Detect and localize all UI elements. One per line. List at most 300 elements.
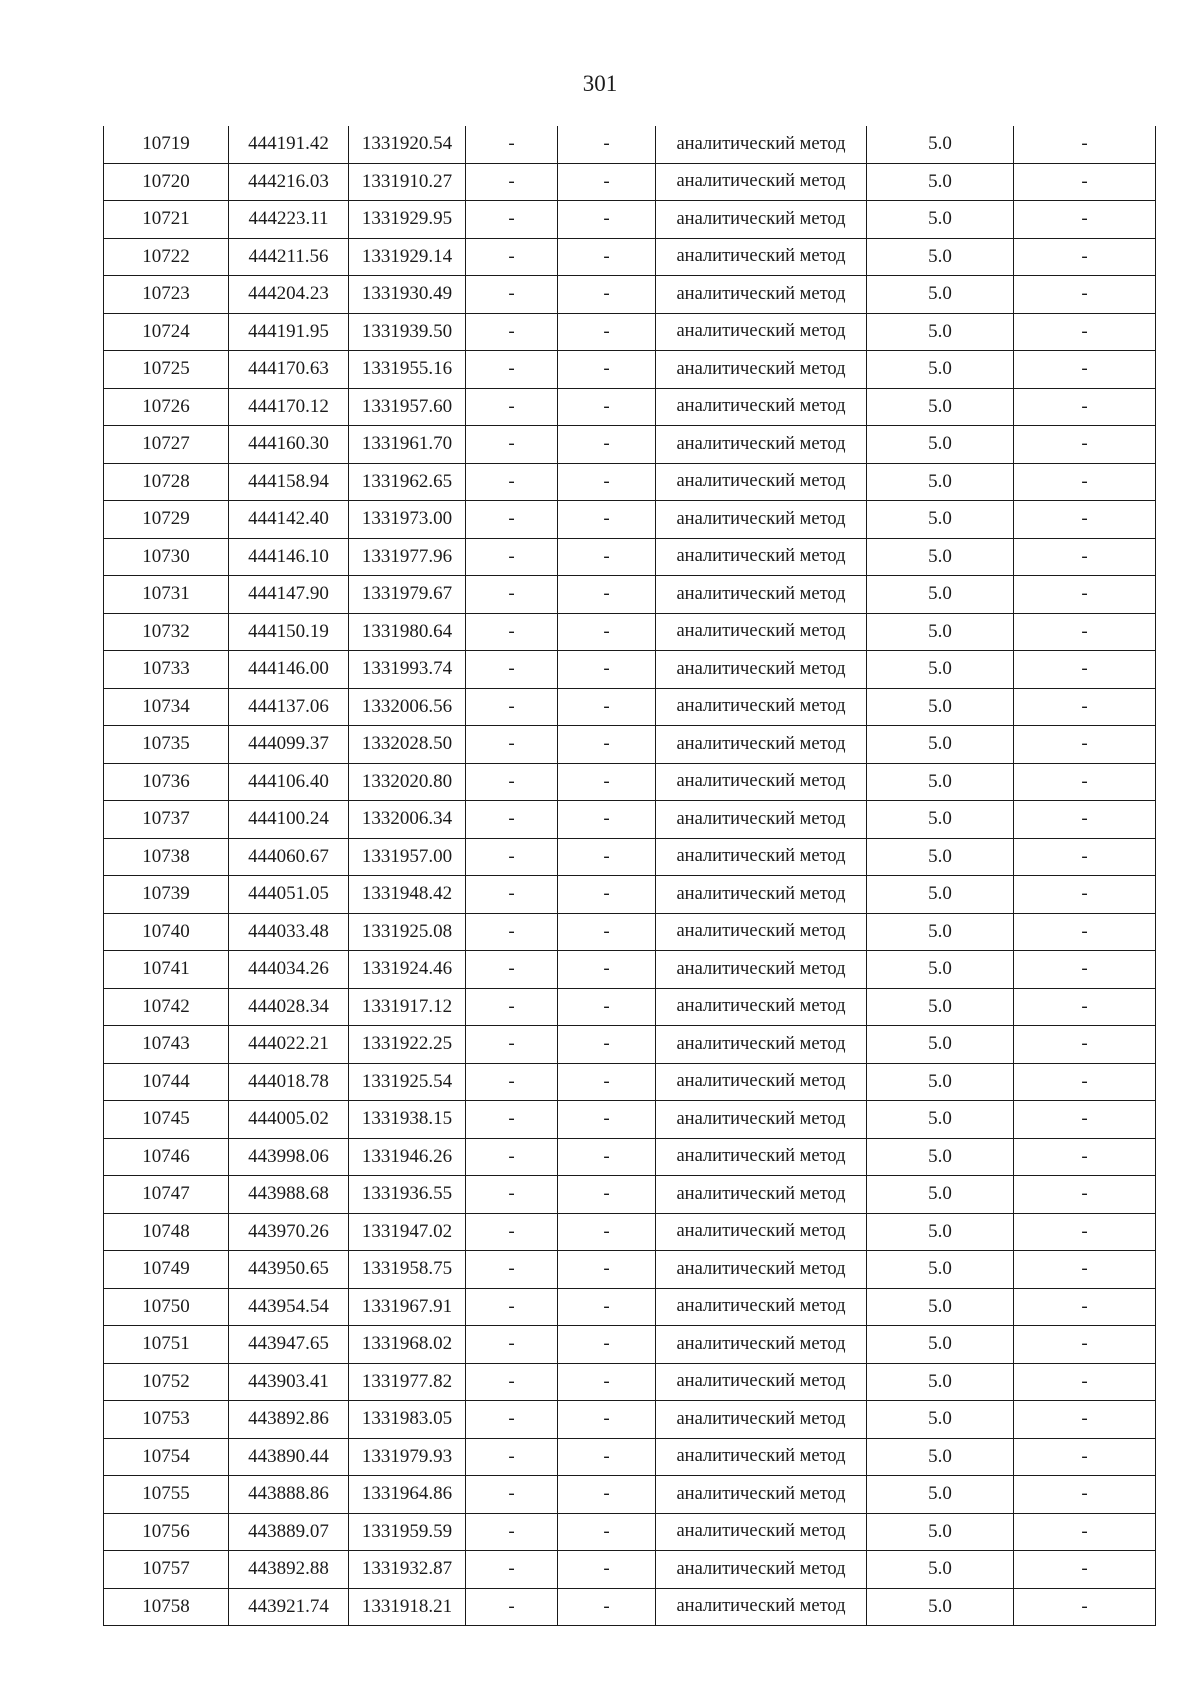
- y-coordinate-cell: 1331925.54: [349, 1063, 466, 1101]
- y-coordinate-cell: 1331980.64: [349, 613, 466, 651]
- accuracy-cell: 5.0: [867, 876, 1014, 914]
- dash-cell: -: [466, 913, 558, 951]
- method-cell: аналитический метод: [656, 1588, 867, 1626]
- y-coordinate-cell: 1331910.27: [349, 163, 466, 201]
- dash-cell: -: [466, 1176, 558, 1214]
- dash-cell: -: [1014, 1213, 1156, 1251]
- y-coordinate-cell: 1331920.54: [349, 126, 466, 163]
- table-row: [104, 1363, 1156, 1401]
- accuracy-cell: 5.0: [867, 538, 1014, 576]
- dash-cell: -: [466, 201, 558, 239]
- method-cell: аналитический метод: [656, 913, 867, 951]
- point-number-cell: 10750: [104, 1288, 229, 1326]
- x-coordinate-cell: 443890.44: [229, 1438, 349, 1476]
- accuracy-cell: 5.0: [867, 1363, 1014, 1401]
- accuracy-cell: 5.0: [867, 726, 1014, 764]
- y-coordinate-cell: 1332006.34: [349, 801, 466, 839]
- dash-cell: -: [558, 763, 656, 801]
- dash-cell: -: [466, 538, 558, 576]
- table-row: [104, 1288, 1156, 1326]
- accuracy-cell: 5.0: [867, 1288, 1014, 1326]
- point-number-cell: 10738: [104, 838, 229, 876]
- dash-cell: -: [1014, 1363, 1156, 1401]
- dash-cell: -: [558, 1176, 656, 1214]
- dash-cell: -: [558, 951, 656, 989]
- dash-cell: -: [1014, 1476, 1156, 1514]
- accuracy-cell: 5.0: [867, 1213, 1014, 1251]
- accuracy-cell: 5.0: [867, 951, 1014, 989]
- method-cell: аналитический метод: [656, 1363, 867, 1401]
- x-coordinate-cell: 444022.21: [229, 1026, 349, 1064]
- dash-cell: -: [466, 801, 558, 839]
- dash-cell: -: [558, 1063, 656, 1101]
- method-cell: аналитический метод: [656, 1026, 867, 1064]
- dash-cell: -: [558, 1513, 656, 1551]
- dash-cell: -: [558, 1401, 656, 1439]
- dash-cell: -: [466, 1438, 558, 1476]
- dash-cell: -: [1014, 1326, 1156, 1364]
- table-row: [104, 1551, 1156, 1589]
- dash-cell: -: [1014, 501, 1156, 539]
- table-row: [104, 426, 1156, 464]
- accuracy-cell: 5.0: [867, 1513, 1014, 1551]
- x-coordinate-cell: 443888.86: [229, 1476, 349, 1514]
- dash-cell: -: [1014, 463, 1156, 501]
- dash-cell: -: [558, 1288, 656, 1326]
- y-coordinate-cell: 1331979.93: [349, 1438, 466, 1476]
- accuracy-cell: 5.0: [867, 163, 1014, 201]
- method-cell: аналитический метод: [656, 1476, 867, 1514]
- method-cell: аналитический метод: [656, 1438, 867, 1476]
- point-number-cell: 10737: [104, 801, 229, 839]
- y-coordinate-cell: 1331977.82: [349, 1363, 466, 1401]
- y-coordinate-cell: 1331924.46: [349, 951, 466, 989]
- dash-cell: -: [558, 1138, 656, 1176]
- accuracy-cell: 5.0: [867, 1063, 1014, 1101]
- accuracy-cell: 5.0: [867, 1251, 1014, 1289]
- dash-cell: -: [558, 688, 656, 726]
- dash-cell: -: [466, 688, 558, 726]
- dash-cell: -: [558, 913, 656, 951]
- y-coordinate-cell: 1331948.42: [349, 876, 466, 914]
- y-coordinate-cell: 1331922.25: [349, 1026, 466, 1064]
- dash-cell: -: [466, 426, 558, 464]
- y-coordinate-cell: 1331957.60: [349, 388, 466, 426]
- accuracy-cell: 5.0: [867, 276, 1014, 314]
- dash-cell: -: [466, 126, 558, 163]
- x-coordinate-cell: 443889.07: [229, 1513, 349, 1551]
- table-row: [104, 576, 1156, 614]
- dash-cell: -: [1014, 538, 1156, 576]
- dash-cell: -: [466, 463, 558, 501]
- x-coordinate-cell: 443947.65: [229, 1326, 349, 1364]
- point-number-cell: 10754: [104, 1438, 229, 1476]
- point-number-cell: 10740: [104, 913, 229, 951]
- point-number-cell: 10758: [104, 1588, 229, 1626]
- dash-cell: -: [466, 1251, 558, 1289]
- dash-cell: -: [558, 426, 656, 464]
- x-coordinate-cell: 444137.06: [229, 688, 349, 726]
- x-coordinate-cell: 444106.40: [229, 763, 349, 801]
- x-coordinate-cell: 444170.12: [229, 388, 349, 426]
- point-number-cell: 10724: [104, 313, 229, 351]
- x-coordinate-cell: 443954.54: [229, 1288, 349, 1326]
- table-row: [104, 238, 1156, 276]
- point-number-cell: 10730: [104, 538, 229, 576]
- x-coordinate-cell: 444147.90: [229, 576, 349, 614]
- method-cell: аналитический метод: [656, 1551, 867, 1589]
- point-number-cell: 10720: [104, 163, 229, 201]
- y-coordinate-cell: 1331929.95: [349, 201, 466, 239]
- dash-cell: -: [558, 276, 656, 314]
- x-coordinate-cell: 444005.02: [229, 1101, 349, 1139]
- dash-cell: -: [466, 1551, 558, 1589]
- x-coordinate-cell: 443998.06: [229, 1138, 349, 1176]
- dash-cell: -: [558, 238, 656, 276]
- method-cell: аналитический метод: [656, 1176, 867, 1214]
- x-coordinate-cell: 444051.05: [229, 876, 349, 914]
- x-coordinate-cell: 443892.88: [229, 1551, 349, 1589]
- dash-cell: -: [466, 1026, 558, 1064]
- x-coordinate-cell: 443988.68: [229, 1176, 349, 1214]
- dash-cell: -: [466, 576, 558, 614]
- dash-cell: -: [558, 126, 656, 163]
- accuracy-cell: 5.0: [867, 763, 1014, 801]
- table-row: [104, 763, 1156, 801]
- x-coordinate-cell: 444211.56: [229, 238, 349, 276]
- dash-cell: -: [1014, 1101, 1156, 1139]
- table-row: [104, 1101, 1156, 1139]
- dash-cell: -: [1014, 1026, 1156, 1064]
- accuracy-cell: 5.0: [867, 201, 1014, 239]
- accuracy-cell: 5.0: [867, 913, 1014, 951]
- dash-cell: -: [1014, 1513, 1156, 1551]
- x-coordinate-cell: 443921.74: [229, 1588, 349, 1626]
- accuracy-cell: 5.0: [867, 613, 1014, 651]
- point-number-cell: 10748: [104, 1213, 229, 1251]
- x-coordinate-cell: 444160.30: [229, 426, 349, 464]
- dash-cell: -: [466, 238, 558, 276]
- dash-cell: -: [558, 1251, 656, 1289]
- method-cell: аналитический метод: [656, 1251, 867, 1289]
- accuracy-cell: 5.0: [867, 388, 1014, 426]
- accuracy-cell: 5.0: [867, 1401, 1014, 1439]
- page-number: 301: [582, 71, 618, 96]
- dash-cell: -: [558, 726, 656, 764]
- table-row: [104, 988, 1156, 1026]
- dash-cell: -: [558, 1213, 656, 1251]
- point-number-cell: 10752: [104, 1363, 229, 1401]
- x-coordinate-cell: 444204.23: [229, 276, 349, 314]
- x-coordinate-cell: 444099.37: [229, 726, 349, 764]
- accuracy-cell: 5.0: [867, 1326, 1014, 1364]
- method-cell: аналитический метод: [656, 201, 867, 239]
- accuracy-cell: 5.0: [867, 1101, 1014, 1139]
- dash-cell: -: [466, 951, 558, 989]
- dash-cell: -: [1014, 913, 1156, 951]
- method-cell: аналитический метод: [656, 838, 867, 876]
- y-coordinate-cell: 1331955.16: [349, 351, 466, 389]
- dash-cell: -: [1014, 163, 1156, 201]
- dash-cell: -: [466, 1101, 558, 1139]
- table-row: [104, 538, 1156, 576]
- x-coordinate-cell: 444170.63: [229, 351, 349, 389]
- dash-cell: -: [1014, 801, 1156, 839]
- point-number-cell: 10733: [104, 651, 229, 689]
- method-cell: аналитический метод: [656, 651, 867, 689]
- point-number-cell: 10742: [104, 988, 229, 1026]
- dash-cell: -: [558, 163, 656, 201]
- method-cell: аналитический метод: [656, 1138, 867, 1176]
- method-cell: аналитический метод: [656, 613, 867, 651]
- method-cell: аналитический метод: [656, 1513, 867, 1551]
- dash-cell: -: [1014, 313, 1156, 351]
- method-cell: аналитический метод: [656, 126, 867, 163]
- y-coordinate-cell: 1331939.50: [349, 313, 466, 351]
- table-row: [104, 1401, 1156, 1439]
- point-number-cell: 10731: [104, 576, 229, 614]
- point-number-cell: 10729: [104, 501, 229, 539]
- point-number-cell: 10732: [104, 613, 229, 651]
- point-number-cell: 10721: [104, 201, 229, 239]
- dash-cell: -: [558, 463, 656, 501]
- y-coordinate-cell: 1331964.86: [349, 1476, 466, 1514]
- dash-cell: -: [466, 1288, 558, 1326]
- dash-cell: -: [558, 1476, 656, 1514]
- method-cell: аналитический метод: [656, 388, 867, 426]
- accuracy-cell: 5.0: [867, 426, 1014, 464]
- method-cell: аналитический метод: [656, 726, 867, 764]
- dash-cell: -: [1014, 1176, 1156, 1214]
- accuracy-cell: 5.0: [867, 1476, 1014, 1514]
- y-coordinate-cell: 1331959.59: [349, 1513, 466, 1551]
- y-coordinate-cell: 1331977.96: [349, 538, 466, 576]
- y-coordinate-cell: 1331929.14: [349, 238, 466, 276]
- table-row: [104, 1326, 1156, 1364]
- x-coordinate-cell: 444028.34: [229, 988, 349, 1026]
- table-row: [104, 463, 1156, 501]
- x-coordinate-cell: 444150.19: [229, 613, 349, 651]
- dash-cell: -: [466, 763, 558, 801]
- dash-cell: -: [466, 276, 558, 314]
- dash-cell: -: [1014, 726, 1156, 764]
- y-coordinate-cell: 1331932.87: [349, 1551, 466, 1589]
- table-row: [104, 688, 1156, 726]
- dash-cell: -: [466, 501, 558, 539]
- dash-cell: -: [466, 1213, 558, 1251]
- point-number-cell: 10741: [104, 951, 229, 989]
- dash-cell: -: [1014, 1551, 1156, 1589]
- dash-cell: -: [558, 313, 656, 351]
- table-row: [104, 1138, 1156, 1176]
- method-cell: аналитический метод: [656, 801, 867, 839]
- dash-cell: -: [1014, 1063, 1156, 1101]
- y-coordinate-cell: 1331947.02: [349, 1213, 466, 1251]
- table-row: [104, 276, 1156, 314]
- point-number-cell: 10756: [104, 1513, 229, 1551]
- method-cell: аналитический метод: [656, 1101, 867, 1139]
- dash-cell: -: [558, 1438, 656, 1476]
- dash-cell: -: [466, 1363, 558, 1401]
- dash-cell: -: [466, 163, 558, 201]
- point-number-cell: 10753: [104, 1401, 229, 1439]
- dash-cell: -: [1014, 838, 1156, 876]
- point-number-cell: 10745: [104, 1101, 229, 1139]
- x-coordinate-cell: 444223.11: [229, 201, 349, 239]
- accuracy-cell: 5.0: [867, 1176, 1014, 1214]
- point-number-cell: 10747: [104, 1176, 229, 1214]
- dash-cell: -: [558, 801, 656, 839]
- dash-cell: -: [1014, 1401, 1156, 1439]
- dash-cell: -: [1014, 688, 1156, 726]
- point-number-cell: 10743: [104, 1026, 229, 1064]
- method-cell: аналитический метод: [656, 238, 867, 276]
- dash-cell: -: [1014, 351, 1156, 389]
- accuracy-cell: 5.0: [867, 688, 1014, 726]
- dash-cell: -: [466, 1588, 558, 1626]
- method-cell: аналитический метод: [656, 1401, 867, 1439]
- y-coordinate-cell: 1331968.02: [349, 1326, 466, 1364]
- method-cell: аналитический метод: [656, 538, 867, 576]
- dash-cell: -: [1014, 576, 1156, 614]
- accuracy-cell: 5.0: [867, 1026, 1014, 1064]
- method-cell: аналитический метод: [656, 463, 867, 501]
- dash-cell: -: [466, 388, 558, 426]
- table-row: [104, 501, 1156, 539]
- table-body: [104, 126, 1156, 1626]
- method-cell: аналитический метод: [656, 1063, 867, 1101]
- dash-cell: -: [466, 1326, 558, 1364]
- dash-cell: -: [466, 313, 558, 351]
- table-row: [104, 613, 1156, 651]
- table-row: [104, 651, 1156, 689]
- table-row: [104, 913, 1156, 951]
- table-row: [104, 163, 1156, 201]
- dash-cell: -: [466, 651, 558, 689]
- x-coordinate-cell: 444142.40: [229, 501, 349, 539]
- dash-cell: -: [1014, 651, 1156, 689]
- accuracy-cell: 5.0: [867, 1438, 1014, 1476]
- dash-cell: -: [466, 1063, 558, 1101]
- accuracy-cell: 5.0: [867, 1588, 1014, 1626]
- coordinates-table: [103, 126, 1156, 1626]
- dash-cell: -: [558, 351, 656, 389]
- dash-cell: -: [1014, 426, 1156, 464]
- point-number-cell: 10723: [104, 276, 229, 314]
- dash-cell: -: [466, 876, 558, 914]
- method-cell: аналитический метод: [656, 163, 867, 201]
- dash-cell: -: [1014, 1588, 1156, 1626]
- y-coordinate-cell: 1332028.50: [349, 726, 466, 764]
- dash-cell: -: [1014, 988, 1156, 1026]
- y-coordinate-cell: 1331936.55: [349, 1176, 466, 1214]
- dash-cell: -: [466, 988, 558, 1026]
- dash-cell: -: [558, 838, 656, 876]
- table-row: [104, 1026, 1156, 1064]
- x-coordinate-cell: 444060.67: [229, 838, 349, 876]
- dash-cell: -: [558, 613, 656, 651]
- y-coordinate-cell: 1331918.21: [349, 1588, 466, 1626]
- dash-cell: -: [558, 988, 656, 1026]
- y-coordinate-cell: 1331957.00: [349, 838, 466, 876]
- x-coordinate-cell: 443950.65: [229, 1251, 349, 1289]
- dash-cell: -: [1014, 276, 1156, 314]
- y-coordinate-cell: 1331925.08: [349, 913, 466, 951]
- table-row: [104, 838, 1156, 876]
- method-cell: аналитический метод: [656, 951, 867, 989]
- dash-cell: -: [558, 876, 656, 914]
- dash-cell: -: [558, 651, 656, 689]
- accuracy-cell: 5.0: [867, 126, 1014, 163]
- dash-cell: -: [1014, 1288, 1156, 1326]
- accuracy-cell: 5.0: [867, 651, 1014, 689]
- point-number-cell: 10722: [104, 238, 229, 276]
- dash-cell: -: [1014, 1251, 1156, 1289]
- x-coordinate-cell: 444216.03: [229, 163, 349, 201]
- point-number-cell: 10749: [104, 1251, 229, 1289]
- y-coordinate-cell: 1331946.26: [349, 1138, 466, 1176]
- x-coordinate-cell: 444146.10: [229, 538, 349, 576]
- dash-cell: -: [1014, 201, 1156, 239]
- dash-cell: -: [1014, 388, 1156, 426]
- dash-cell: -: [1014, 613, 1156, 651]
- y-coordinate-cell: 1332006.56: [349, 688, 466, 726]
- accuracy-cell: 5.0: [867, 238, 1014, 276]
- y-coordinate-cell: 1331973.00: [349, 501, 466, 539]
- x-coordinate-cell: 444146.00: [229, 651, 349, 689]
- y-coordinate-cell: 1331983.05: [349, 1401, 466, 1439]
- dash-cell: -: [466, 1401, 558, 1439]
- table-row: [104, 351, 1156, 389]
- x-coordinate-cell: 443892.86: [229, 1401, 349, 1439]
- table-row: [104, 876, 1156, 914]
- dash-cell: -: [558, 501, 656, 539]
- dash-cell: -: [558, 538, 656, 576]
- point-number-cell: 10744: [104, 1063, 229, 1101]
- method-cell: аналитический метод: [656, 876, 867, 914]
- accuracy-cell: 5.0: [867, 801, 1014, 839]
- y-coordinate-cell: 1331993.74: [349, 651, 466, 689]
- table-row: [104, 951, 1156, 989]
- x-coordinate-cell: 444191.95: [229, 313, 349, 351]
- accuracy-cell: 5.0: [867, 463, 1014, 501]
- table-row: [104, 1213, 1156, 1251]
- point-number-cell: 10736: [104, 763, 229, 801]
- y-coordinate-cell: 1331961.70: [349, 426, 466, 464]
- table-row: [104, 1438, 1156, 1476]
- dash-cell: -: [558, 576, 656, 614]
- x-coordinate-cell: 444100.24: [229, 801, 349, 839]
- dash-cell: -: [1014, 1438, 1156, 1476]
- method-cell: аналитический метод: [656, 276, 867, 314]
- accuracy-cell: 5.0: [867, 1551, 1014, 1589]
- y-coordinate-cell: 1331938.15: [349, 1101, 466, 1139]
- method-cell: аналитический метод: [656, 688, 867, 726]
- dash-cell: -: [1014, 238, 1156, 276]
- accuracy-cell: 5.0: [867, 1138, 1014, 1176]
- y-coordinate-cell: 1331979.67: [349, 576, 466, 614]
- method-cell: аналитический метод: [656, 426, 867, 464]
- x-coordinate-cell: 443903.41: [229, 1363, 349, 1401]
- method-cell: аналитический метод: [656, 351, 867, 389]
- method-cell: аналитический метод: [656, 988, 867, 1026]
- point-number-cell: 10757: [104, 1551, 229, 1589]
- table-row: [104, 1588, 1156, 1626]
- point-number-cell: 10739: [104, 876, 229, 914]
- method-cell: аналитический метод: [656, 501, 867, 539]
- table-row: [104, 1176, 1156, 1214]
- point-number-cell: 10726: [104, 388, 229, 426]
